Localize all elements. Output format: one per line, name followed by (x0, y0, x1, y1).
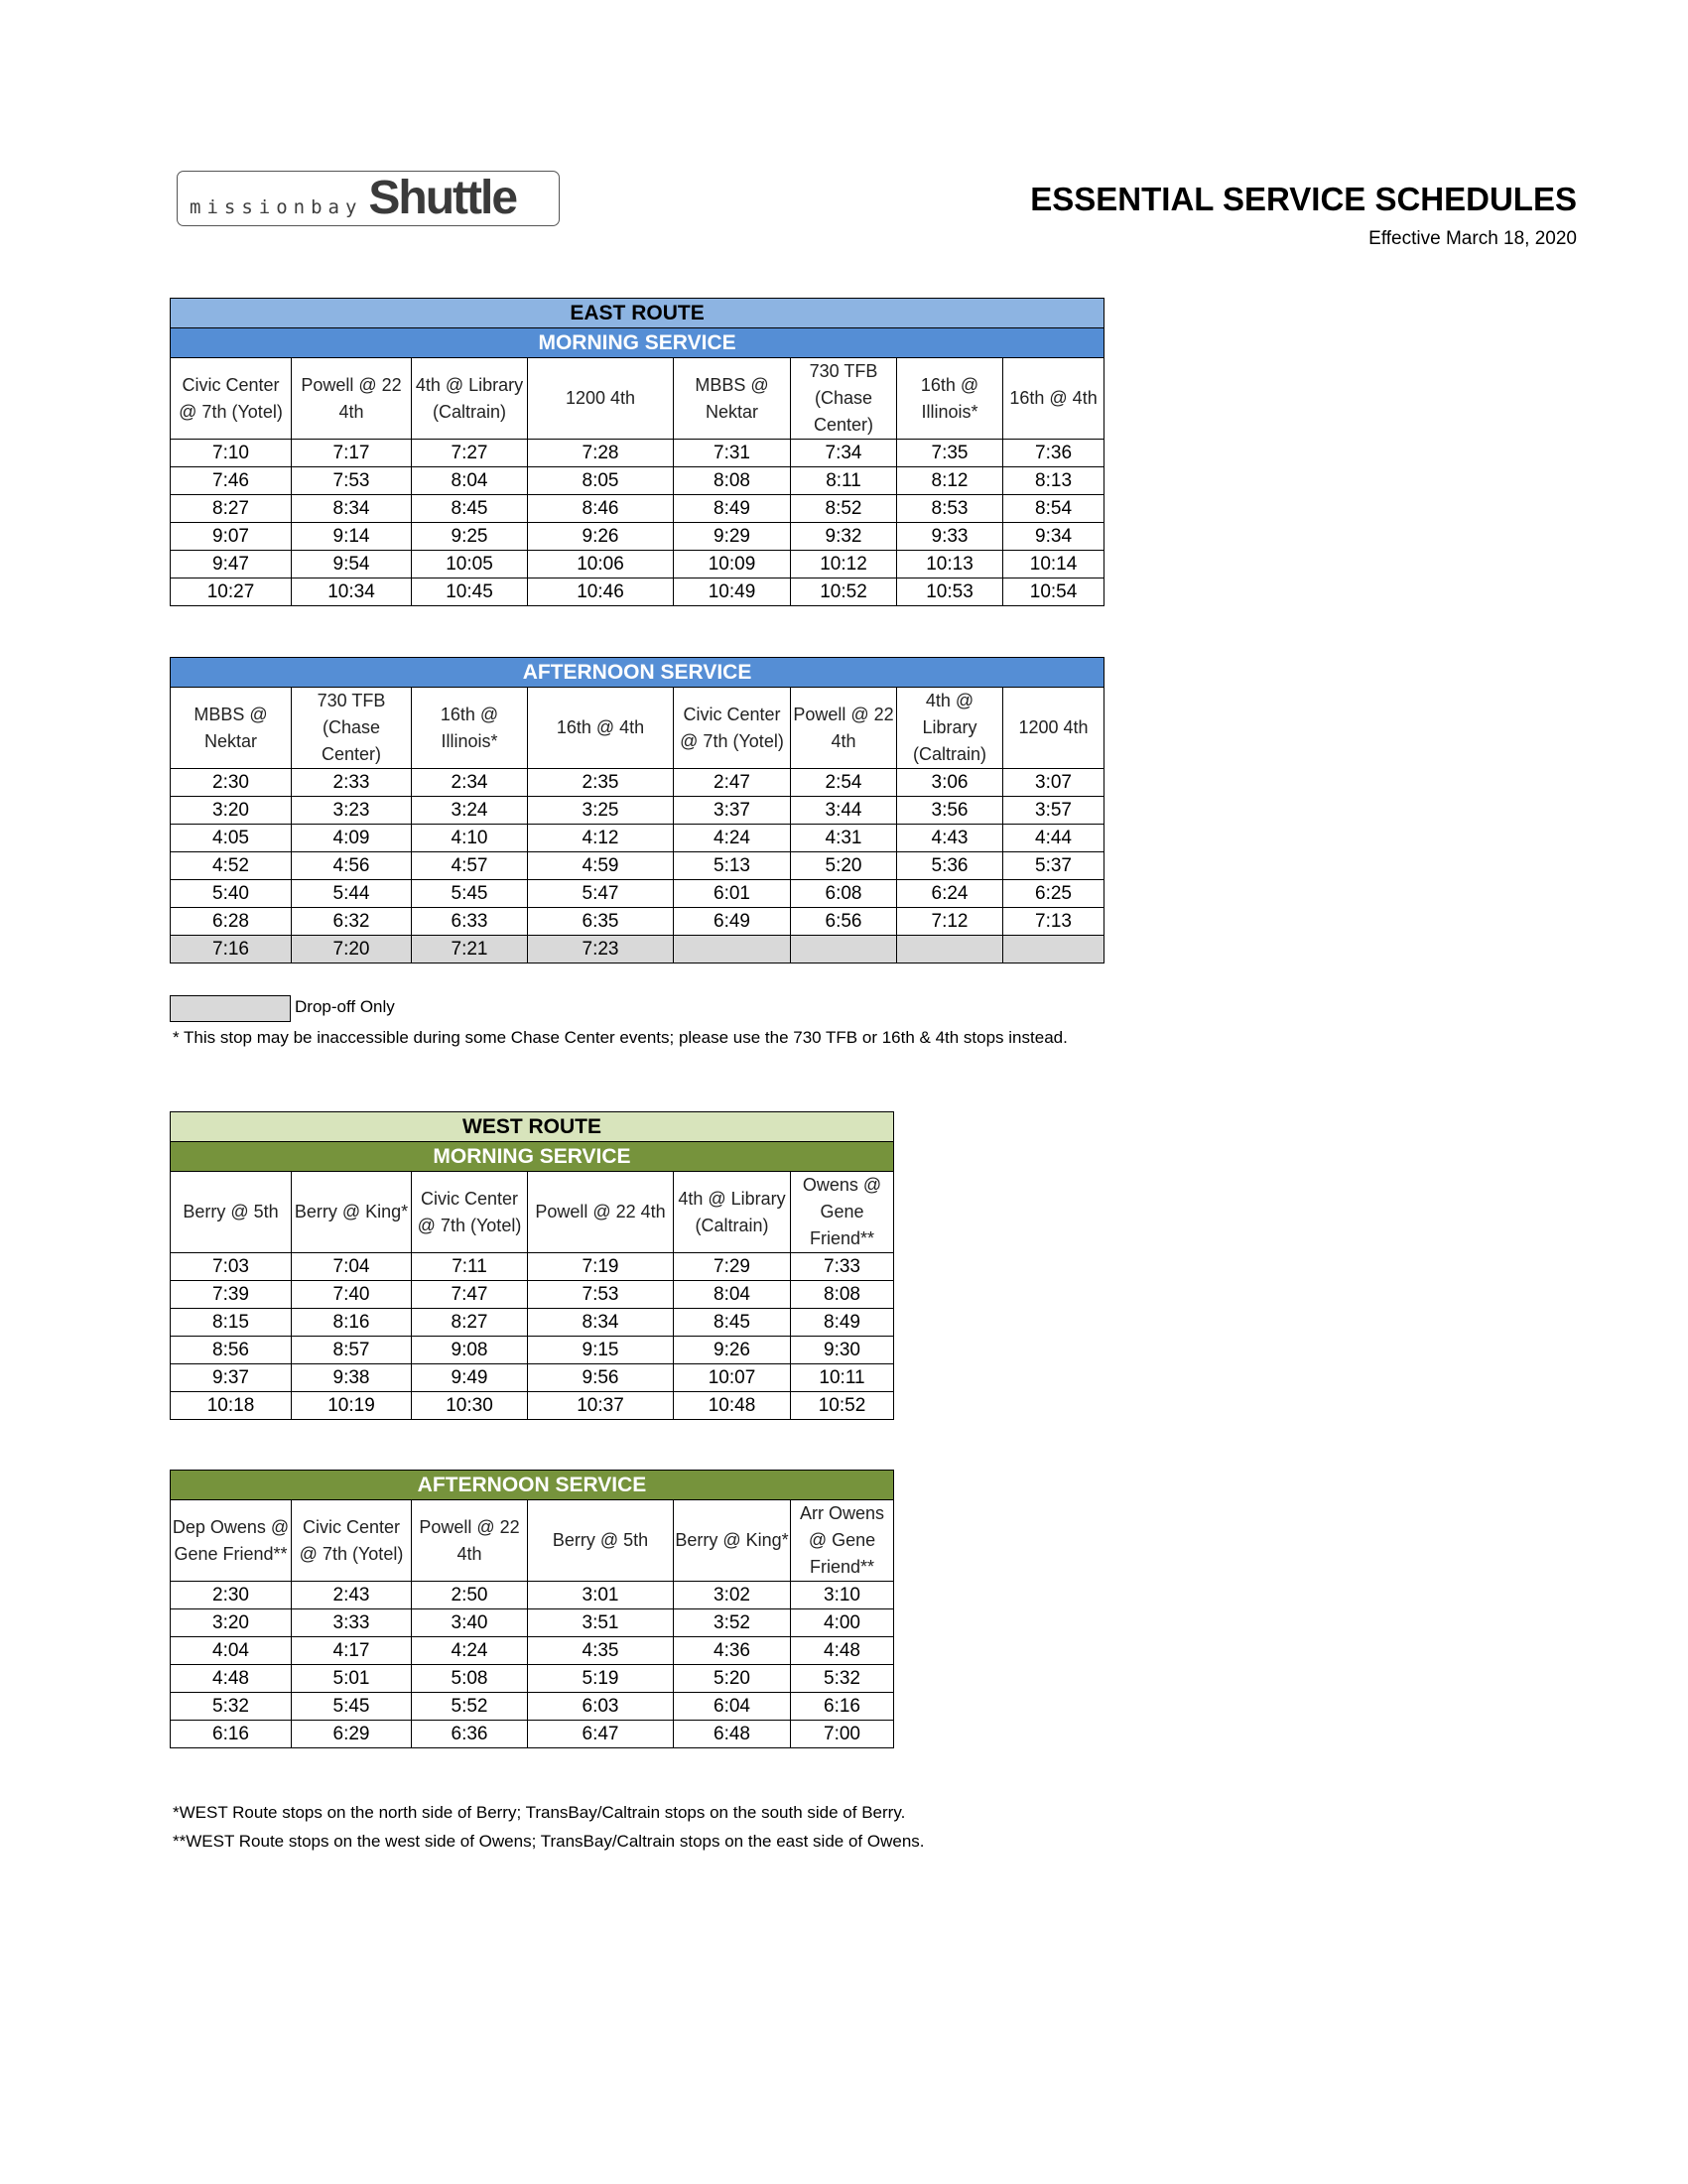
time-cell: 9:25 (412, 523, 528, 551)
east-route-morning-table (170, 298, 1104, 606)
time-cell: 8:54 (1003, 495, 1104, 523)
time-cell: 8:08 (674, 467, 791, 495)
stop-header-cell: Arr Owens @ Gene Friend** (791, 1500, 894, 1582)
stop-header-cell: 4th @ Library (Caltrain) (412, 358, 528, 440)
stop-header-cell: Powell @ 22 4th (412, 1500, 528, 1582)
time-cell: 5:45 (292, 1693, 412, 1721)
time-cell: 5:20 (674, 1665, 791, 1693)
time-cell: 8:45 (674, 1309, 791, 1337)
west-route-title: WEST ROUTE (171, 1112, 894, 1142)
time-cell: 9:37 (171, 1364, 292, 1392)
time-cell: 8:57 (292, 1337, 412, 1364)
east-footnote: * This stop may be inaccessible during some Chase Center events; please use the 730 TFB or 16th & 4th stops instead. (173, 1028, 1068, 1047)
missionbay-shuttle-logo (177, 171, 560, 226)
time-cell: 4:04 (171, 1637, 292, 1665)
schedule-row (171, 1582, 894, 1609)
schedule-row (171, 1364, 894, 1392)
time-cell: 4:12 (528, 825, 674, 852)
time-cell: 5:40 (171, 880, 292, 908)
stop-header-cell: 1200 4th (528, 358, 674, 440)
time-cell: 8:05 (528, 467, 674, 495)
time-cell: 3:10 (791, 1582, 894, 1609)
time-cell: 8:13 (1003, 467, 1104, 495)
time-cell: 6:04 (674, 1693, 791, 1721)
time-cell: 8:08 (791, 1281, 894, 1309)
time-cell: 6:29 (292, 1721, 412, 1748)
time-cell: 8:27 (171, 495, 292, 523)
stop-header-cell: Berry @ 5th (171, 1172, 292, 1253)
stop-header-cell: 4th @ Library (Caltrain) (897, 688, 1003, 769)
time-cell: 4:57 (412, 852, 528, 880)
time-cell: 4:10 (412, 825, 528, 852)
time-cell: 10:30 (412, 1392, 528, 1420)
time-cell: 5:13 (674, 852, 791, 880)
time-cell: 3:40 (412, 1609, 528, 1637)
time-cell: 2:43 (292, 1582, 412, 1609)
time-cell: 2:30 (171, 1582, 292, 1609)
schedule-row (171, 769, 1104, 797)
time-cell: 10:53 (897, 578, 1003, 606)
time-cell: 6:32 (292, 908, 412, 936)
time-cell: 7:53 (528, 1281, 674, 1309)
time-cell: 5:20 (791, 852, 897, 880)
time-cell: 9:34 (1003, 523, 1104, 551)
time-cell: 7:34 (791, 440, 897, 467)
time-cell: 4:31 (791, 825, 897, 852)
west-afternoon-service-title: AFTERNOON SERVICE (171, 1471, 894, 1500)
stop-header-cell: Powell @ 22 4th (528, 1172, 674, 1253)
schedule-row (171, 908, 1104, 936)
stop-header-row (171, 358, 1104, 440)
schedule-row (171, 1637, 894, 1665)
time-cell: 4:52 (171, 852, 292, 880)
time-cell: 5:37 (1003, 852, 1104, 880)
time-cell: 9:33 (897, 523, 1003, 551)
time-cell: 6:36 (412, 1721, 528, 1748)
schedule-row (171, 1609, 894, 1637)
time-cell: 10:18 (171, 1392, 292, 1420)
east-route-title: EAST ROUTE (171, 299, 1104, 328)
dropoff-only-row (171, 936, 1104, 964)
stop-header-cell: 730 TFB (Chase Center) (791, 358, 897, 440)
schedule-row (171, 1337, 894, 1364)
east-afternoon-service-title: AFTERNOON SERVICE (171, 658, 1104, 688)
time-cell: 7:31 (674, 440, 791, 467)
dropoff-legend-swatch (170, 995, 291, 1022)
time-cell: 3:20 (171, 797, 292, 825)
empty-cell (791, 936, 897, 964)
page-title: ESSENTIAL SERVICE SCHEDULES (1030, 181, 1577, 217)
stop-header-cell: 1200 4th (1003, 688, 1104, 769)
time-cell: 2:54 (791, 769, 897, 797)
time-cell: 5:32 (171, 1693, 292, 1721)
time-cell: 10:52 (791, 578, 897, 606)
stop-header-cell: Civic Center @ 7th (Yotel) (412, 1172, 528, 1253)
schedule-row (171, 1392, 894, 1420)
time-cell: 9:56 (528, 1364, 674, 1392)
schedule-row (171, 440, 1104, 467)
time-cell: 10:11 (791, 1364, 894, 1392)
west-morning-service-title: MORNING SERVICE (171, 1142, 894, 1172)
dropoff-time-cell: 7:20 (292, 936, 412, 964)
time-cell: 4:24 (412, 1637, 528, 1665)
time-cell: 3:33 (292, 1609, 412, 1637)
time-cell: 4:00 (791, 1609, 894, 1637)
time-cell: 4:17 (292, 1637, 412, 1665)
stop-header-cell: 4th @ Library (Caltrain) (674, 1172, 791, 1253)
time-cell: 3:07 (1003, 769, 1104, 797)
schedule-row (171, 825, 1104, 852)
time-cell: 6:35 (528, 908, 674, 936)
time-cell: 3:57 (1003, 797, 1104, 825)
time-cell: 9:49 (412, 1364, 528, 1392)
dropoff-time-cell: 7:23 (528, 936, 674, 964)
schedule-row (171, 880, 1104, 908)
time-cell: 7:35 (897, 440, 1003, 467)
schedule-row (171, 578, 1104, 606)
time-cell: 10:45 (412, 578, 528, 606)
time-cell: 6:28 (171, 908, 292, 936)
time-cell: 10:54 (1003, 578, 1104, 606)
time-cell: 6:33 (412, 908, 528, 936)
time-cell: 10:48 (674, 1392, 791, 1420)
time-cell: 5:01 (292, 1665, 412, 1693)
time-cell: 5:44 (292, 880, 412, 908)
stop-header-cell: Dep Owens @ Gene Friend** (171, 1500, 292, 1582)
stop-header-cell: Civic Center @ 7th (Yotel) (674, 688, 791, 769)
time-cell: 5:32 (791, 1665, 894, 1693)
time-cell: 9:32 (791, 523, 897, 551)
time-cell: 9:29 (674, 523, 791, 551)
time-cell: 3:51 (528, 1609, 674, 1637)
schedule-row (171, 1309, 894, 1337)
time-cell: 3:56 (897, 797, 1003, 825)
time-cell: 4:24 (674, 825, 791, 852)
time-cell: 2:34 (412, 769, 528, 797)
time-cell: 2:50 (412, 1582, 528, 1609)
time-cell: 8:04 (412, 467, 528, 495)
time-cell: 7:40 (292, 1281, 412, 1309)
time-cell: 10:52 (791, 1392, 894, 1420)
stop-header-cell: 16th @ 4th (528, 688, 674, 769)
time-cell: 5:36 (897, 852, 1003, 880)
time-cell: 7:13 (1003, 908, 1104, 936)
time-cell: 10:06 (528, 551, 674, 578)
time-cell: 6:48 (674, 1721, 791, 1748)
time-cell: 4:44 (1003, 825, 1104, 852)
stop-header-cell: MBBS @ Nektar (171, 688, 292, 769)
time-cell: 9:07 (171, 523, 292, 551)
time-cell: 8:34 (528, 1309, 674, 1337)
stop-header-row (171, 688, 1104, 769)
time-cell: 9:08 (412, 1337, 528, 1364)
time-cell: 9:54 (292, 551, 412, 578)
time-cell: 3:44 (791, 797, 897, 825)
stop-header-cell: Berry @ King* (674, 1500, 791, 1582)
empty-cell (897, 936, 1003, 964)
time-cell: 3:20 (171, 1609, 292, 1637)
stop-header-cell: Powell @ 22 4th (292, 358, 412, 440)
time-cell: 2:30 (171, 769, 292, 797)
time-cell: 7:03 (171, 1253, 292, 1281)
empty-cell (674, 936, 791, 964)
time-cell: 9:14 (292, 523, 412, 551)
time-cell: 8:52 (791, 495, 897, 523)
dropoff-time-cell: 7:16 (171, 936, 292, 964)
logo-shuttle-text: Shuttle (368, 172, 517, 225)
time-cell: 4:56 (292, 852, 412, 880)
time-cell: 3:52 (674, 1609, 791, 1637)
time-cell: 6:49 (674, 908, 791, 936)
time-cell: 5:19 (528, 1665, 674, 1693)
stop-header-cell: 16th @ 4th (1003, 358, 1104, 440)
time-cell: 9:26 (528, 523, 674, 551)
logo-missionbay-text: missionbay (190, 196, 363, 218)
time-cell: 3:25 (528, 797, 674, 825)
empty-cell (1003, 936, 1104, 964)
time-cell: 10:05 (412, 551, 528, 578)
time-cell: 10:12 (791, 551, 897, 578)
time-cell: 4:36 (674, 1637, 791, 1665)
time-cell: 8:53 (897, 495, 1003, 523)
stop-header-cell: 730 TFB (Chase Center) (292, 688, 412, 769)
time-cell: 6:16 (791, 1693, 894, 1721)
time-cell: 4:09 (292, 825, 412, 852)
time-cell: 7:33 (791, 1253, 894, 1281)
time-cell: 10:34 (292, 578, 412, 606)
time-cell: 10:27 (171, 578, 292, 606)
stop-header-cell: Civic Center @ 7th (Yotel) (171, 358, 292, 440)
time-cell: 7:27 (412, 440, 528, 467)
time-cell: 7:29 (674, 1253, 791, 1281)
stop-header-cell: Civic Center @ 7th (Yotel) (292, 1500, 412, 1582)
time-cell: 5:08 (412, 1665, 528, 1693)
time-cell: 8:49 (674, 495, 791, 523)
time-cell: 10:37 (528, 1392, 674, 1420)
time-cell: 7:28 (528, 440, 674, 467)
time-cell: 4:35 (528, 1637, 674, 1665)
time-cell: 8:16 (292, 1309, 412, 1337)
time-cell: 2:33 (292, 769, 412, 797)
time-cell: 8:12 (897, 467, 1003, 495)
schedule-row (171, 495, 1104, 523)
time-cell: 3:24 (412, 797, 528, 825)
time-cell: 8:56 (171, 1337, 292, 1364)
time-cell: 10:09 (674, 551, 791, 578)
time-cell: 8:04 (674, 1281, 791, 1309)
schedule-row (171, 1665, 894, 1693)
time-cell: 3:01 (528, 1582, 674, 1609)
time-cell: 3:06 (897, 769, 1003, 797)
time-cell: 4:43 (897, 825, 1003, 852)
stop-header-cell: 16th @ Illinois* (897, 358, 1003, 440)
time-cell: 2:47 (674, 769, 791, 797)
schedule-row (171, 797, 1104, 825)
time-cell: 3:37 (674, 797, 791, 825)
time-cell: 9:47 (171, 551, 292, 578)
west-route-afternoon-table (170, 1470, 894, 1748)
time-cell: 8:34 (292, 495, 412, 523)
time-cell: 8:45 (412, 495, 528, 523)
dropoff-legend-label: Drop-off Only (295, 997, 395, 1016)
time-cell: 10:19 (292, 1392, 412, 1420)
schedule-row (171, 852, 1104, 880)
time-cell: 7:00 (791, 1721, 894, 1748)
stop-header-cell: Berry @ King* (292, 1172, 412, 1253)
effective-date: Effective March 18, 2020 (1368, 228, 1577, 249)
time-cell: 10:49 (674, 578, 791, 606)
time-cell: 7:39 (171, 1281, 292, 1309)
west-footnote-berry: *WEST Route stops on the north side of Berry; TransBay/Caltrain stops on the south side of Berry. (173, 1803, 906, 1822)
time-cell: 4:48 (171, 1665, 292, 1693)
schedule-row (171, 523, 1104, 551)
time-cell: 7:46 (171, 467, 292, 495)
time-cell: 9:15 (528, 1337, 674, 1364)
time-cell: 10:07 (674, 1364, 791, 1392)
stop-header-cell: Powell @ 22 4th (791, 688, 897, 769)
dropoff-time-cell: 7:21 (412, 936, 528, 964)
time-cell: 6:47 (528, 1721, 674, 1748)
stop-header-row (171, 1172, 894, 1253)
time-cell: 8:11 (791, 467, 897, 495)
time-cell: 3:02 (674, 1582, 791, 1609)
time-cell: 10:14 (1003, 551, 1104, 578)
time-cell: 10:46 (528, 578, 674, 606)
east-morning-service-title: MORNING SERVICE (171, 328, 1104, 358)
stop-header-cell: Owens @ Gene Friend** (791, 1172, 894, 1253)
time-cell: 7:12 (897, 908, 1003, 936)
time-cell: 7:19 (528, 1253, 674, 1281)
time-cell: 9:26 (674, 1337, 791, 1364)
time-cell: 6:01 (674, 880, 791, 908)
time-cell: 6:24 (897, 880, 1003, 908)
schedule-row (171, 551, 1104, 578)
time-cell: 8:27 (412, 1309, 528, 1337)
time-cell: 6:08 (791, 880, 897, 908)
stop-header-cell: 16th @ Illinois* (412, 688, 528, 769)
time-cell: 4:05 (171, 825, 292, 852)
time-cell: 7:47 (412, 1281, 528, 1309)
time-cell: 5:45 (412, 880, 528, 908)
time-cell: 7:36 (1003, 440, 1104, 467)
time-cell: 6:25 (1003, 880, 1104, 908)
time-cell: 3:23 (292, 797, 412, 825)
time-cell: 8:46 (528, 495, 674, 523)
time-cell: 7:10 (171, 440, 292, 467)
schedule-row (171, 1693, 894, 1721)
time-cell: 4:48 (791, 1637, 894, 1665)
time-cell: 8:15 (171, 1309, 292, 1337)
schedule-row (171, 1281, 894, 1309)
time-cell: 6:16 (171, 1721, 292, 1748)
time-cell: 7:53 (292, 467, 412, 495)
schedule-row (171, 467, 1104, 495)
time-cell: 10:13 (897, 551, 1003, 578)
time-cell: 5:47 (528, 880, 674, 908)
time-cell: 8:49 (791, 1309, 894, 1337)
schedule-row (171, 1253, 894, 1281)
time-cell: 6:03 (528, 1693, 674, 1721)
time-cell: 7:11 (412, 1253, 528, 1281)
time-cell: 7:04 (292, 1253, 412, 1281)
west-route-morning-table (170, 1111, 894, 1420)
time-cell: 4:59 (528, 852, 674, 880)
stop-header-row (171, 1500, 894, 1582)
east-route-afternoon-table (170, 657, 1104, 964)
time-cell: 9:38 (292, 1364, 412, 1392)
schedule-row (171, 1721, 894, 1748)
west-footnote-owens: **WEST Route stops on the west side of Owens; TransBay/Caltrain stops on the east side of Owens. (173, 1832, 925, 1851)
time-cell: 2:35 (528, 769, 674, 797)
time-cell: 9:30 (791, 1337, 894, 1364)
time-cell: 5:52 (412, 1693, 528, 1721)
stop-header-cell: MBBS @ Nektar (674, 358, 791, 440)
time-cell: 7:17 (292, 440, 412, 467)
time-cell: 6:56 (791, 908, 897, 936)
stop-header-cell: Berry @ 5th (528, 1500, 674, 1582)
